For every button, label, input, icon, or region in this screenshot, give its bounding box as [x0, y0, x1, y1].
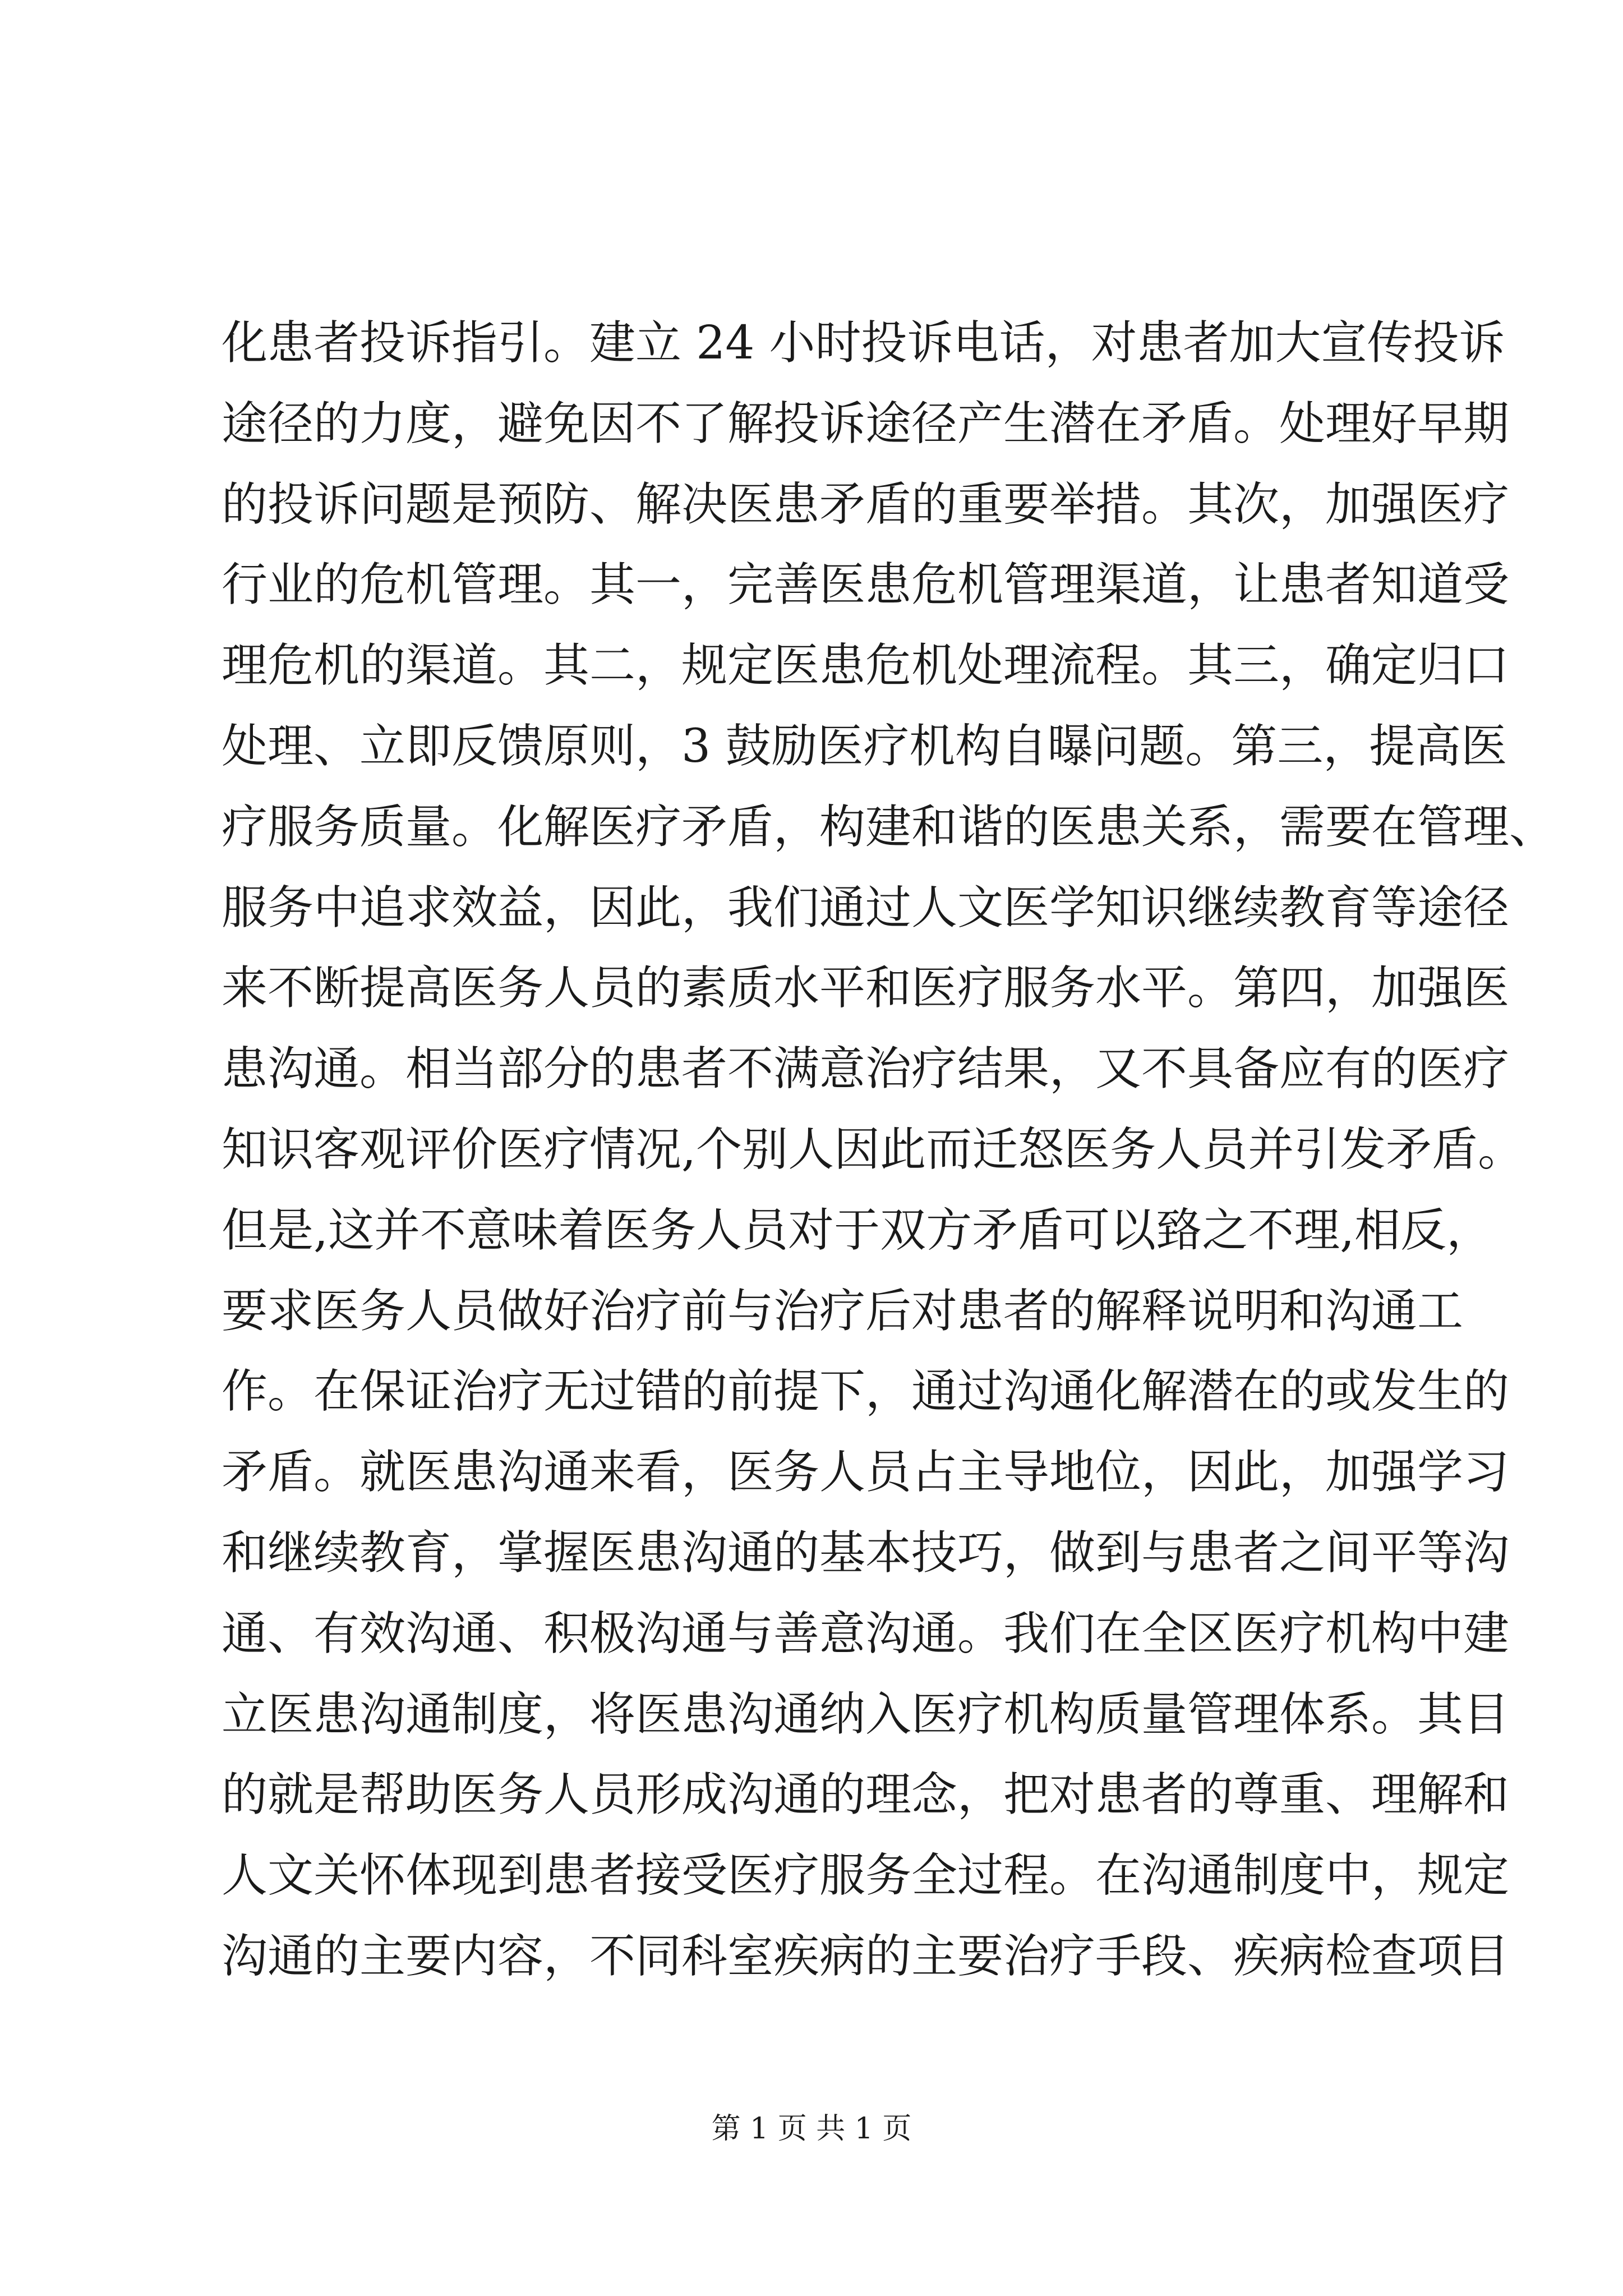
text-line: 人文关怀体现到患者接受医疗服务全过程。在沟通制度中，规定 [222, 1849, 1510, 1903]
text-line: 疗服务质量。化解医疗矛盾，构建和谐的医患关系，需要在管理、 [222, 800, 1556, 854]
text-line: 知识客观评价医疗情况,个别人因此而迁怒医务人员并引发矛盾。 [222, 1122, 1524, 1176]
text-line: 要求医务人员做好治疗前与治疗后对患者的解释说明和沟通工 [222, 1284, 1464, 1338]
text-line: 通、有效沟通、积极沟通与善意沟通。我们在全区医疗机构中建 [222, 1607, 1510, 1660]
text-line: 作。在保证治疗无过错的前提下，通过沟通化解潜在的或发生的 [222, 1365, 1510, 1419]
page-footer [0, 2109, 1623, 2148]
text-line: 途径的力度，避免因不了解投诉途径产生潜在矛盾。处理好早期 [222, 397, 1510, 450]
text-line: 化患者投诉指引。建立 24 小时投诉电话，对患者加大宣传投诉 [222, 316, 1505, 370]
text-line: 的投诉问题是预防、解决医患矛盾的重要举措。其次，加强医疗 [222, 477, 1510, 531]
text-line: 但是,这并不意味着医务人员对于双方矛盾可以臵之不理,相反， [222, 1203, 1493, 1257]
text-line: 矛盾。就医患沟通来看，医务人员占主导地位，因此，加强学习 [222, 1446, 1510, 1499]
text-line: 的就是帮助医务人员形成沟通的理念，把对患者的尊重、理解和 [222, 1768, 1510, 1822]
page-number-label: 第 1 页 共 1 页 [711, 2112, 912, 2146]
text-line: 行业的危机管理。其一，完善医患危机管理渠道，让患者知道受 [222, 558, 1510, 612]
text-line: 处理、立即反馈原则，3 鼓励医疗机构自曝问题。第三，提高医 [222, 719, 1507, 773]
text-line: 立医患沟通制度，将医患沟通纳入医疗机构质量管理体系。其目 [222, 1687, 1510, 1741]
text-line: 服务中追求效益，因此，我们通过人文医学知识继续教育等途径 [222, 881, 1510, 935]
text-line: 来不断提高医务人员的素质水平和医疗服务水平。第四，加强医 [222, 961, 1510, 1015]
text-line: 患沟通。相当部分的患者不满意治疗结果，又不具备应有的医疗 [222, 1042, 1510, 1096]
text-line: 沟通的主要内容，不同科室疾病的主要治疗手段、疾病检查项目 [222, 1929, 1510, 1983]
text-line: 和继续教育，掌握医患沟通的基本技巧，做到与患者之间平等沟 [222, 1526, 1510, 1580]
text-line: 理危机的渠道。其二，规定医患危机处理流程。其三，确定归口 [222, 639, 1510, 693]
body-text [222, 303, 1556, 1997]
